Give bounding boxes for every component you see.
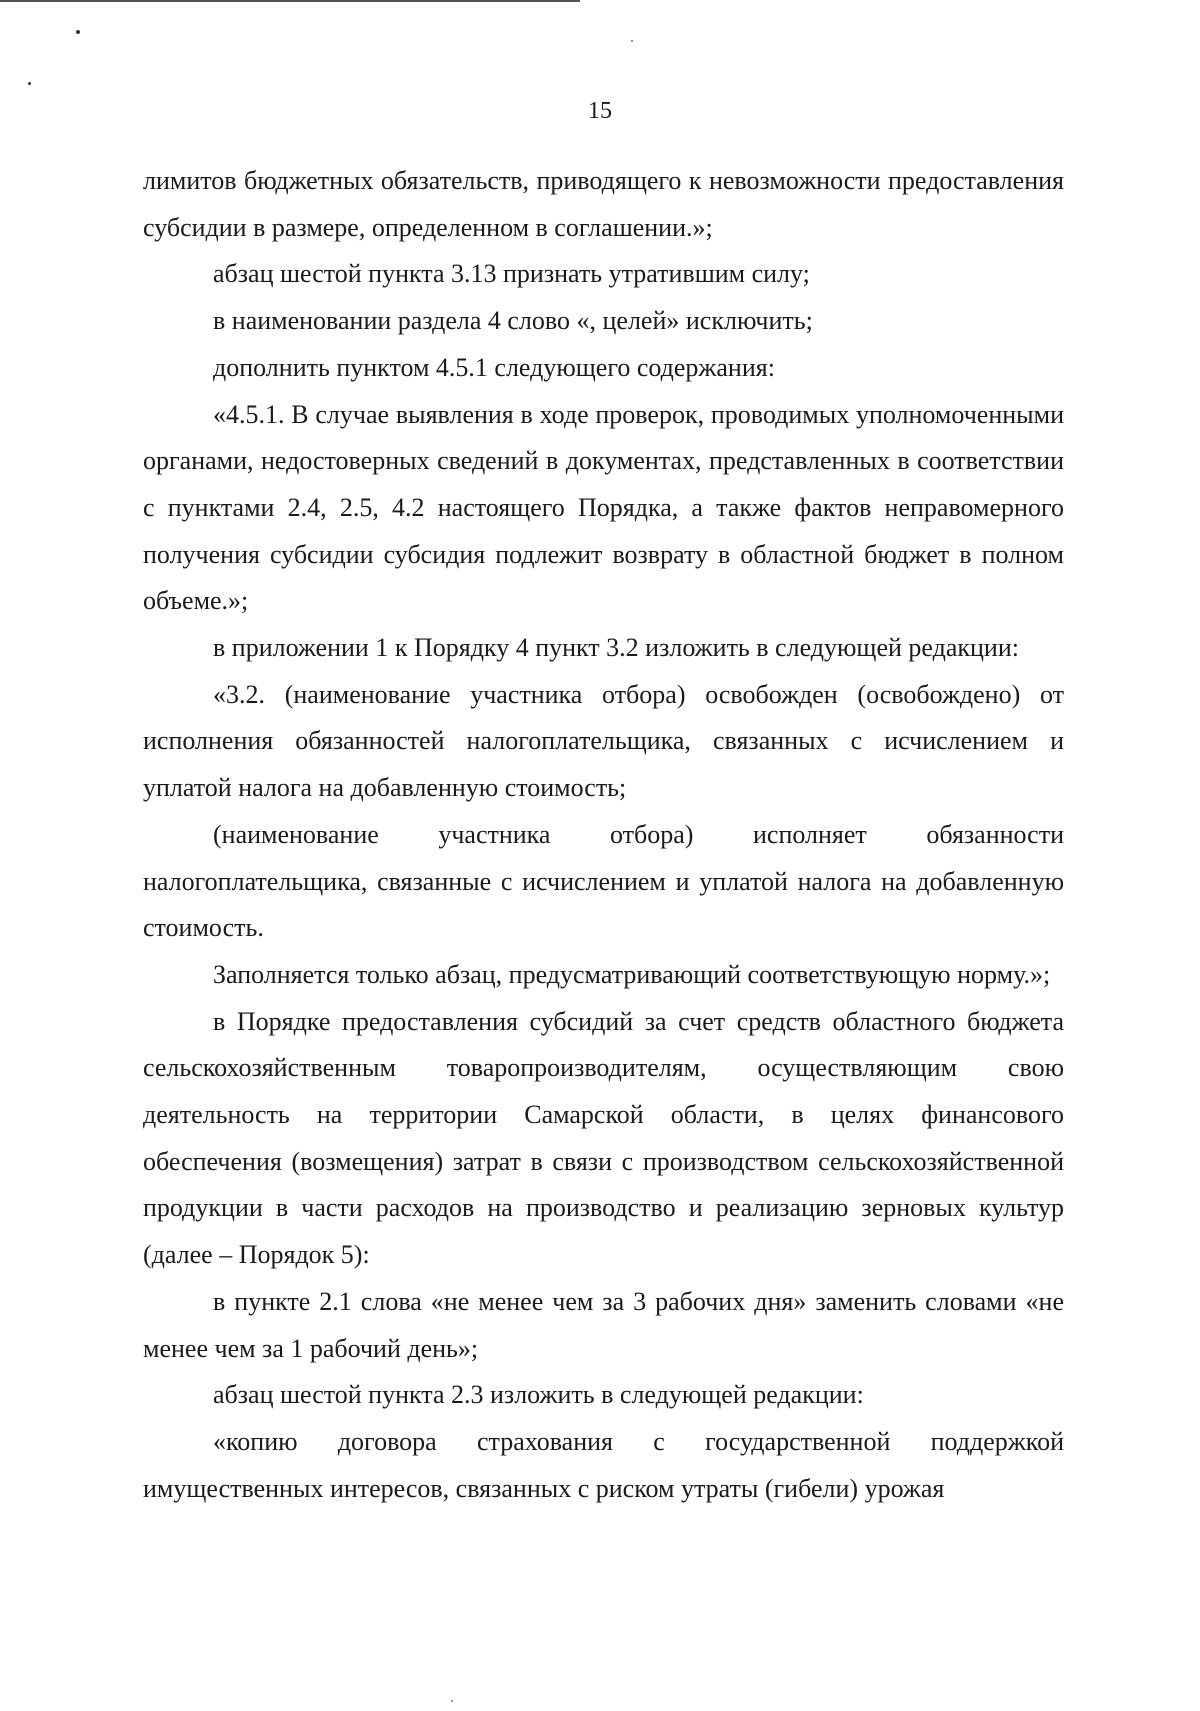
paragraph: «4.5.1. В случае выявления в ходе проверок, проводимых уполномоченными органами, недостоверных сведений в документах, представленных в соответствии с пунктами 2.4, 2.5, 4.2 настоящего Порядка, а также фактов неправомерного получения субсидии субсидия подлежит возврату в областной бюджет в полном объеме.»; [143, 399, 1064, 616]
paragraph: дополнить пунктом 4.5.1 следующего содержания: [213, 352, 775, 382]
scan-edge-line [0, 0, 580, 2]
scan-speck [631, 40, 633, 42]
paragraph: в пункте 2.1 слова «не менее чем за 3 рабочих дня» заменить словами «не менее чем за 1 рабочий день»; [143, 1286, 1064, 1363]
paragraph: «3.2. (наименование участника отбора) освобожден (освобождено) от исполнения обязанностей налогоплательщика, связанных с исчислением и уплатой налога на добавленную стоимость; [143, 679, 1064, 803]
document-body [143, 158, 1064, 1512]
paragraph: в приложении 1 к Порядку 4 пункт 3.2 изложить в следующей редакции: [213, 633, 1019, 663]
scan-speck [451, 1700, 453, 1702]
paragraph: абзац шестой пункта 3.13 признать утратившим силу; [213, 259, 810, 289]
paragraph: Заполняется только абзац, предусматривающий соответствующую норму.»; [213, 959, 1051, 989]
paragraph: (наименование участника отбора) исполняет обязанности налогоплательщика, связанные с исчислением и уплатой налога на добавленную стоимость. [143, 819, 1064, 943]
paragraph: «копию договора страхования с государственной поддержкой имущественных интересов, связанных с риском утраты (гибели) урожая [143, 1426, 1064, 1503]
scan-speck [76, 30, 80, 34]
paragraph: в Порядке предоставления субсидий за счет средств областного бюджета сельскохозяйственным товаропроизводителям, осуществляющим свою деятельность на территории Самарской области, в целях финансового обеспечения (возмещения) затрат в связи с производством сельскохозяйственной продукции в части расходов на производство и реализацию зерновых культур (далее – Порядок 5): [143, 1006, 1064, 1270]
scan-speck [28, 82, 31, 85]
paragraph: лимитов бюджетных обязательств, приводящего к невозможности предоставления субсидии в размере, определенном в соглашении.»; [143, 166, 1064, 242]
paragraph: в наименовании раздела 4 слово «, целей» исключить; [213, 306, 813, 336]
page-number: 15 [588, 98, 612, 124]
paragraph: абзац шестой пункта 2.3 изложить в следующей редакции: [213, 1380, 864, 1410]
